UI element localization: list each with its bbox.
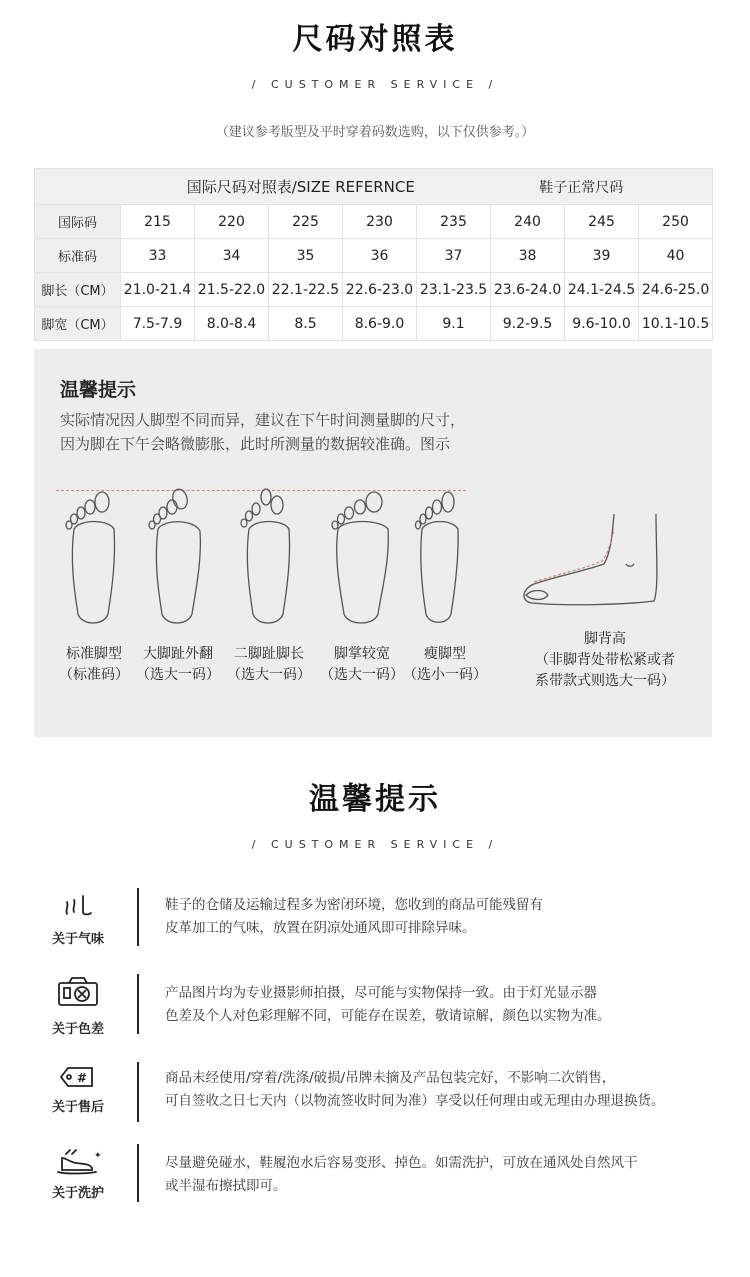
table-row <box>35 307 713 341</box>
table-cell: 33 <box>121 239 195 273</box>
table-header-main: 国际尺码对照表/SIZE REFERNCE <box>186 178 415 196</box>
care-item-odor <box>0 888 750 950</box>
care-divider <box>137 974 139 1034</box>
wide-foot-icon <box>330 489 394 629</box>
table-cell: 24.1-24.5 <box>565 273 639 307</box>
care-text-line2: 可自签收之日七天内（以物流签收时间为准）享受以任何理由或无理由办理退换货。 <box>165 1093 665 1109</box>
long-second-toe-foot-icon <box>239 487 299 629</box>
foot-name: 标准脚型 <box>66 646 122 662</box>
foot-name: 二脚趾脚长 <box>234 646 304 662</box>
foot-label-instep <box>520 629 690 692</box>
foot-advice: （选大一码） <box>227 667 311 683</box>
table-cell: 22.1-22.5 <box>269 273 343 307</box>
care-label: 关于色差 <box>51 1022 104 1037</box>
thin-foot-icon <box>412 489 468 629</box>
tips-panel <box>34 349 712 737</box>
care-item-color <box>0 974 750 1036</box>
row-label: 标准码 <box>35 239 121 273</box>
shoe-wash-icon <box>48 1148 108 1176</box>
table-header-cell <box>35 169 491 205</box>
foot-name: 瘦脚型 <box>424 646 466 662</box>
table-cell: 9.2-9.5 <box>491 307 565 341</box>
table-cell: 35 <box>269 239 343 273</box>
table-cell: 36 <box>343 239 417 273</box>
care-text-line2: 或半湿布擦拭即可。 <box>165 1178 287 1194</box>
table-cell: 24.6-25.0 <box>639 273 713 307</box>
foot-label-thin <box>400 644 490 686</box>
foot-advice: （选小一码） <box>403 667 487 683</box>
table-cell: 38 <box>491 239 565 273</box>
table-cell: 9.6-10.0 <box>565 307 639 341</box>
table-header-right: 鞋子正常尺码 <box>539 179 624 196</box>
care-divider <box>137 1062 139 1122</box>
foot-advice: （选大一码） <box>320 667 404 683</box>
foot-advice-line2: 系带款式则选大一码） <box>535 673 675 689</box>
table-cell: 22.6-23.0 <box>343 273 417 307</box>
customer-service-subtitle: / CUSTOMER SERVICE / <box>251 78 499 91</box>
foot-label-bunion <box>128 644 228 686</box>
table-row <box>35 273 713 307</box>
table-cell: 225 <box>269 205 343 239</box>
table-cell: 8.5 <box>269 307 343 341</box>
table-cell: 230 <box>343 205 417 239</box>
care-label: 关于气味 <box>51 932 104 947</box>
size-chart-title: 尺码对照表 <box>292 22 458 57</box>
foot-advice-line1: （非脚背处带松紧或者 <box>535 652 675 668</box>
table-cell: 37 <box>417 239 491 273</box>
table-header-right-cell <box>491 169 713 205</box>
high-instep-foot-icon <box>514 509 664 609</box>
tips-text-line1: 实际情况因人脚型不同而异，建议在下午时间测量脚的尺寸， <box>60 411 466 429</box>
care-text-line1: 尽量避免碰水，鞋履泡水后容易变形、掉色。如需洗护，可放在通风处自然风干 <box>165 1155 638 1171</box>
table-cell: 21.5-22.0 <box>195 273 269 307</box>
row-label: 脚宽（CM） <box>35 307 121 341</box>
bunion-foot-icon <box>148 487 208 629</box>
table-cell: 245 <box>565 205 639 239</box>
table-cell: 8.0-8.4 <box>195 307 269 341</box>
table-cell: 215 <box>121 205 195 239</box>
care-text-line2: 色差及个人对色彩理解不同，可能存在误差，敬请谅解，颜色以实物为准。 <box>165 1008 611 1024</box>
price-tag-icon <box>48 1064 108 1090</box>
table-row <box>35 239 713 273</box>
care-item-washing <box>0 1144 750 1206</box>
foot-name: 脚背高 <box>584 631 626 647</box>
tips-title: 温馨提示 <box>309 782 441 817</box>
standard-foot-icon <box>64 489 124 629</box>
care-text-line2: 皮革加工的气味，放置在阴凉处通风即可排除异味。 <box>165 920 476 936</box>
tips-text-line2: 因为脚在下午会略微膨胀，此时所测量的数据较准确。图示 <box>60 435 451 453</box>
table-cell: 250 <box>639 205 713 239</box>
svg-text:#: # <box>76 1071 88 1085</box>
foot-label-standard <box>49 644 139 686</box>
table-cell: 10.1-10.5 <box>639 307 713 341</box>
customer-service-subtitle-2: / CUSTOMER SERVICE / <box>251 838 499 851</box>
table-cell: 9.1 <box>417 307 491 341</box>
foot-name: 大脚趾外翻 <box>143 646 213 662</box>
foot-advice: （标准码） <box>59 667 129 683</box>
care-item-aftersale <box>0 1062 750 1124</box>
care-text-line1: 鞋子的仓储及运输过程多为密闭环境，您收到的商品可能残留有 <box>165 897 543 913</box>
foot-label-wide <box>312 644 412 686</box>
foot-label-long-second-toe <box>219 644 319 686</box>
table-cell: 40 <box>639 239 713 273</box>
table-cell: 235 <box>417 205 491 239</box>
table-cell: 8.6-9.0 <box>343 307 417 341</box>
table-cell: 21.0-21.4 <box>121 273 195 307</box>
tips-panel-title: 温馨提示 <box>60 379 137 401</box>
care-text-line1: 商品未经使用/穿着/洗涤/破损/吊牌未摘及产品包装完好，不影响二次销售， <box>165 1070 616 1086</box>
table-cell: 7.5-7.9 <box>121 307 195 341</box>
foot-advice: （选大一码） <box>136 667 220 683</box>
care-text-line1: 产品图片均为专业摄影师拍摄，尽可能与实物保持一致。由于灯光显示器 <box>165 985 597 1001</box>
foot-name: 脚掌较宽 <box>334 646 390 662</box>
care-divider <box>137 888 139 946</box>
table-cell: 39 <box>565 239 639 273</box>
care-divider <box>137 1144 139 1202</box>
size-note: （建议参考版型及平时穿着码数选购，以下仅供参考。） <box>215 125 535 140</box>
size-table <box>34 168 713 341</box>
care-label: 关于售后 <box>51 1100 104 1115</box>
table-header-row <box>35 169 713 205</box>
table-row <box>35 205 713 239</box>
table-cell: 23.1-23.5 <box>417 273 491 307</box>
svg-text:✦: ✦ <box>94 1151 102 1161</box>
care-label: 关于洗护 <box>51 1186 104 1201</box>
camera-icon <box>48 976 108 1008</box>
table-cell: 23.6-24.0 <box>491 273 565 307</box>
table-cell: 34 <box>195 239 269 273</box>
table-cell: 240 <box>491 205 565 239</box>
row-label: 国际码 <box>35 205 121 239</box>
row-label: 脚长（CM） <box>35 273 121 307</box>
table-cell: 220 <box>195 205 269 239</box>
odor-icon <box>48 892 108 918</box>
